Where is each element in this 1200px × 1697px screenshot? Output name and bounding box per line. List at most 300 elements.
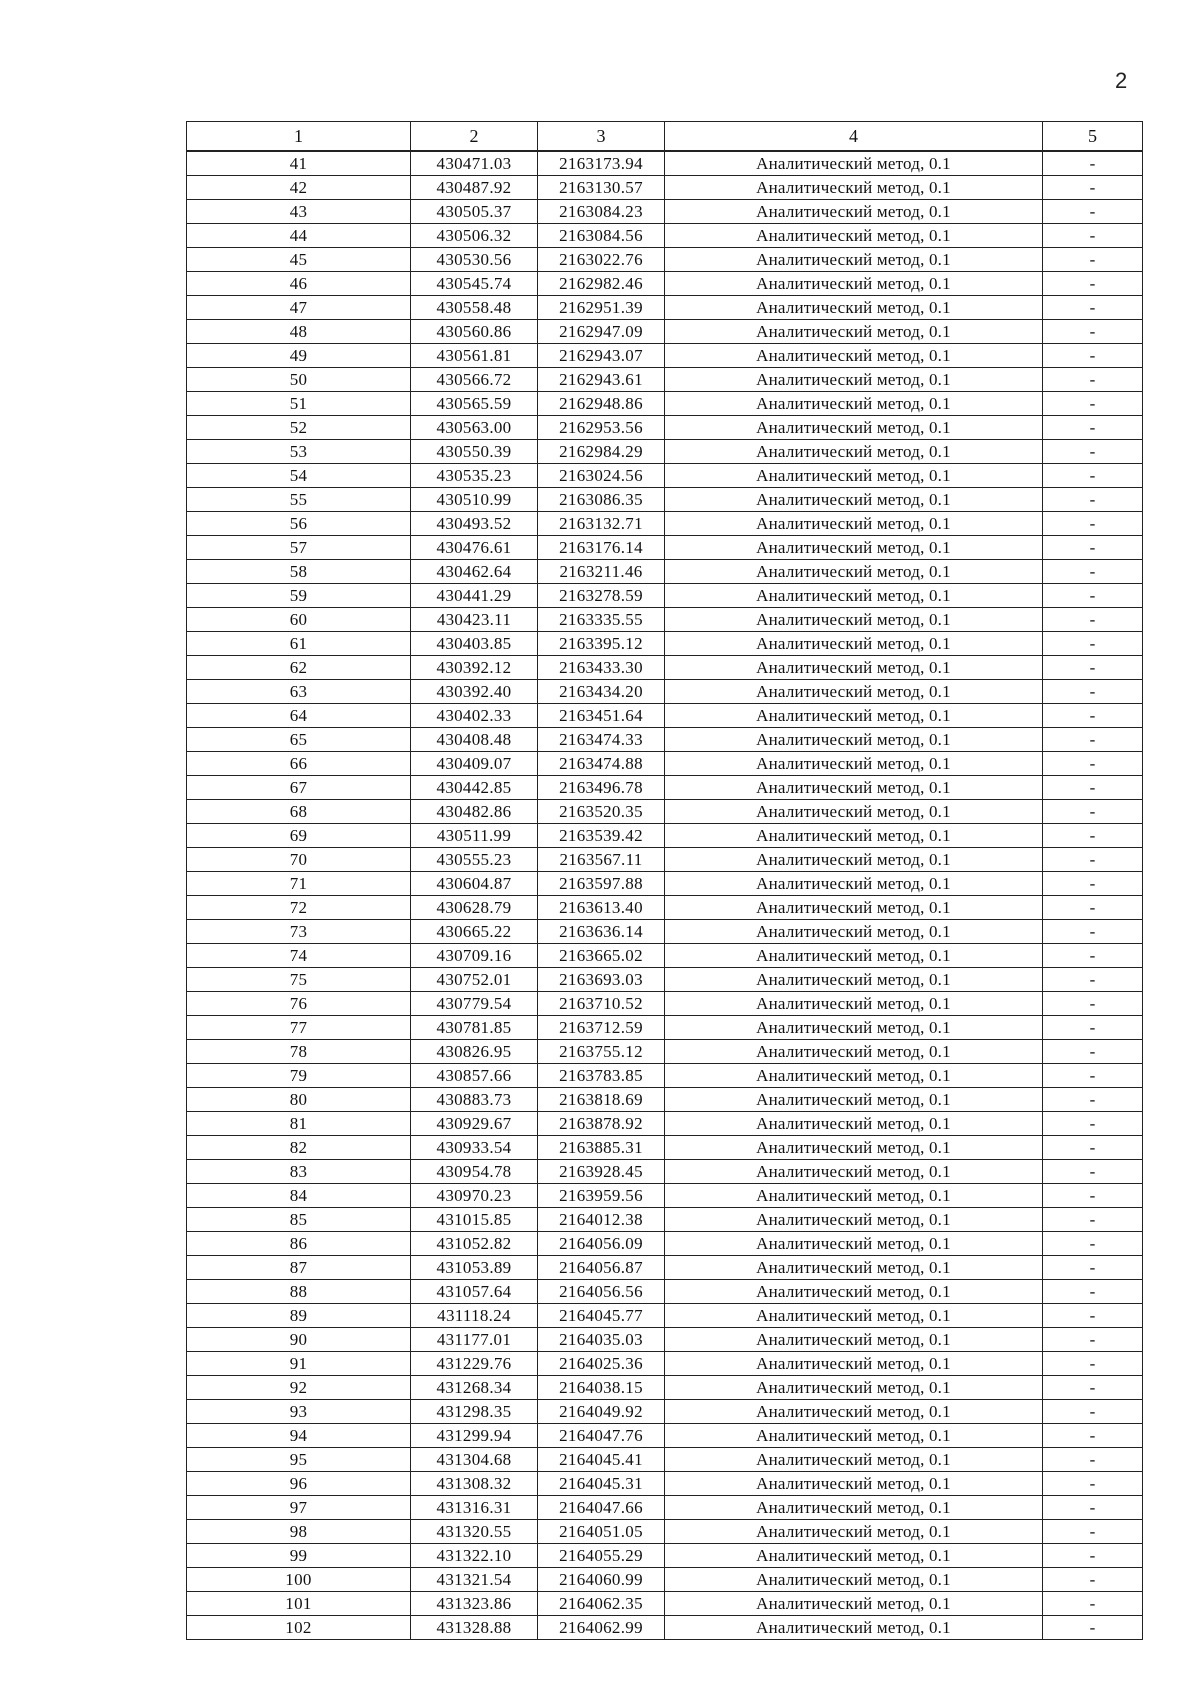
y-coordinate-cell: 2163959.56 (538, 1184, 665, 1208)
method-cell: Аналитический метод, 0.1 (665, 1040, 1043, 1064)
y-coordinate-cell: 2163665.02 (538, 944, 665, 968)
table-row (187, 704, 1143, 728)
x-coordinate-cell: 431298.35 (411, 1400, 538, 1424)
note-cell: - (1043, 1064, 1143, 1088)
note-cell: - (1043, 536, 1143, 560)
point-number-cell: 83 (187, 1160, 411, 1184)
note-cell: - (1043, 320, 1143, 344)
table-row (187, 584, 1143, 608)
point-number-cell: 102 (187, 1616, 411, 1640)
x-coordinate-cell: 431299.94 (411, 1424, 538, 1448)
y-coordinate-cell: 2163567.11 (538, 848, 665, 872)
method-cell: Аналитический метод, 0.1 (665, 1208, 1043, 1232)
y-coordinate-cell: 2163520.35 (538, 800, 665, 824)
note-cell: - (1043, 344, 1143, 368)
note-cell: - (1043, 248, 1143, 272)
method-cell: Аналитический метод, 0.1 (665, 656, 1043, 680)
note-cell: - (1043, 1400, 1143, 1424)
method-cell: Аналитический метод, 0.1 (665, 176, 1043, 200)
note-cell: - (1043, 848, 1143, 872)
y-coordinate-cell: 2164045.77 (538, 1304, 665, 1328)
note-cell: - (1043, 176, 1143, 200)
table-row (187, 320, 1143, 344)
x-coordinate-cell: 431015.85 (411, 1208, 538, 1232)
x-coordinate-cell: 430510.99 (411, 488, 538, 512)
method-cell: Аналитический метод, 0.1 (665, 728, 1043, 752)
y-coordinate-cell: 2163173.94 (538, 151, 665, 176)
note-cell: - (1043, 1016, 1143, 1040)
point-number-cell: 81 (187, 1112, 411, 1136)
x-coordinate-cell: 430560.86 (411, 320, 538, 344)
y-coordinate-cell: 2163712.59 (538, 1016, 665, 1040)
point-number-cell: 69 (187, 824, 411, 848)
table-row (187, 632, 1143, 656)
table-row (187, 416, 1143, 440)
point-number-cell: 100 (187, 1568, 411, 1592)
note-cell: - (1043, 464, 1143, 488)
table-row (187, 944, 1143, 968)
point-number-cell: 53 (187, 440, 411, 464)
method-cell: Аналитический метод, 0.1 (665, 1448, 1043, 1472)
point-number-cell: 82 (187, 1136, 411, 1160)
point-number-cell: 92 (187, 1376, 411, 1400)
table-row (187, 151, 1143, 176)
y-coordinate-cell: 2164055.29 (538, 1544, 665, 1568)
y-coordinate-cell: 2163451.64 (538, 704, 665, 728)
table-row (187, 344, 1143, 368)
page-number: 2 (1115, 68, 1128, 93)
method-cell: Аналитический метод, 0.1 (665, 1064, 1043, 1088)
y-coordinate-cell: 2163024.56 (538, 464, 665, 488)
point-number-cell: 89 (187, 1304, 411, 1328)
x-coordinate-cell: 430462.64 (411, 560, 538, 584)
x-coordinate-cell: 431053.89 (411, 1256, 538, 1280)
point-number-cell: 47 (187, 296, 411, 320)
method-cell: Аналитический метод, 0.1 (665, 488, 1043, 512)
y-coordinate-cell: 2163022.76 (538, 248, 665, 272)
point-number-cell: 97 (187, 1496, 411, 1520)
point-number-cell: 56 (187, 512, 411, 536)
y-coordinate-cell: 2163084.56 (538, 224, 665, 248)
x-coordinate-cell: 431118.24 (411, 1304, 538, 1328)
y-coordinate-cell: 2163878.92 (538, 1112, 665, 1136)
x-coordinate-cell: 430883.73 (411, 1088, 538, 1112)
note-cell: - (1043, 728, 1143, 752)
note-cell: - (1043, 1520, 1143, 1544)
note-cell: - (1043, 608, 1143, 632)
x-coordinate-cell: 430826.95 (411, 1040, 538, 1064)
column-header-1: 1 (187, 122, 411, 152)
y-coordinate-cell: 2164056.56 (538, 1280, 665, 1304)
y-coordinate-cell: 2163084.23 (538, 200, 665, 224)
point-number-cell: 63 (187, 680, 411, 704)
point-number-cell: 61 (187, 632, 411, 656)
method-cell: Аналитический метод, 0.1 (665, 1232, 1043, 1256)
method-cell: Аналитический метод, 0.1 (665, 1472, 1043, 1496)
point-number-cell: 67 (187, 776, 411, 800)
point-number-cell: 98 (187, 1520, 411, 1544)
point-number-cell: 66 (187, 752, 411, 776)
note-cell: - (1043, 1496, 1143, 1520)
note-cell: - (1043, 1328, 1143, 1352)
table-row (187, 464, 1143, 488)
note-cell: - (1043, 1112, 1143, 1136)
table-row (187, 968, 1143, 992)
x-coordinate-cell: 430857.66 (411, 1064, 538, 1088)
note-cell: - (1043, 368, 1143, 392)
method-cell: Аналитический метод, 0.1 (665, 704, 1043, 728)
table-row (187, 752, 1143, 776)
note-cell: - (1043, 1256, 1143, 1280)
note-cell: - (1043, 968, 1143, 992)
note-cell: - (1043, 1280, 1143, 1304)
point-number-cell: 44 (187, 224, 411, 248)
table-row (187, 296, 1143, 320)
note-cell: - (1043, 656, 1143, 680)
table-row (187, 392, 1143, 416)
method-cell: Аналитический метод, 0.1 (665, 992, 1043, 1016)
point-number-cell: 48 (187, 320, 411, 344)
y-coordinate-cell: 2164062.35 (538, 1592, 665, 1616)
method-cell: Аналитический метод, 0.1 (665, 1088, 1043, 1112)
x-coordinate-cell: 430530.56 (411, 248, 538, 272)
table-row (187, 1112, 1143, 1136)
method-cell: Аналитический метод, 0.1 (665, 752, 1043, 776)
note-cell: - (1043, 1616, 1143, 1640)
table-row (187, 1184, 1143, 1208)
point-number-cell: 59 (187, 584, 411, 608)
note-cell: - (1043, 992, 1143, 1016)
x-coordinate-cell: 431320.55 (411, 1520, 538, 1544)
method-cell: Аналитический метод, 0.1 (665, 1016, 1043, 1040)
method-cell: Аналитический метод, 0.1 (665, 320, 1043, 344)
table-row (187, 224, 1143, 248)
point-number-cell: 49 (187, 344, 411, 368)
y-coordinate-cell: 2163433.30 (538, 656, 665, 680)
note-cell: - (1043, 1304, 1143, 1328)
x-coordinate-cell: 431304.68 (411, 1448, 538, 1472)
method-cell: Аналитический метод, 0.1 (665, 1256, 1043, 1280)
table-header (187, 122, 1143, 152)
x-coordinate-cell: 430471.03 (411, 151, 538, 176)
note-cell: - (1043, 872, 1143, 896)
method-cell: Аналитический метод, 0.1 (665, 848, 1043, 872)
y-coordinate-cell: 2164047.76 (538, 1424, 665, 1448)
table-row (187, 200, 1143, 224)
point-number-cell: 57 (187, 536, 411, 560)
x-coordinate-cell: 430442.85 (411, 776, 538, 800)
table-row (187, 680, 1143, 704)
y-coordinate-cell: 2163176.14 (538, 536, 665, 560)
method-cell: Аналитический метод, 0.1 (665, 536, 1043, 560)
x-coordinate-cell: 431052.82 (411, 1232, 538, 1256)
y-coordinate-cell: 2162943.61 (538, 368, 665, 392)
note-cell: - (1043, 776, 1143, 800)
point-number-cell: 91 (187, 1352, 411, 1376)
y-coordinate-cell: 2164045.31 (538, 1472, 665, 1496)
point-number-cell: 42 (187, 176, 411, 200)
y-coordinate-cell: 2164062.99 (538, 1616, 665, 1640)
table-row (187, 368, 1143, 392)
method-cell: Аналитический метод, 0.1 (665, 680, 1043, 704)
note-cell: - (1043, 752, 1143, 776)
y-coordinate-cell: 2164045.41 (538, 1448, 665, 1472)
x-coordinate-cell: 431229.76 (411, 1352, 538, 1376)
point-number-cell: 93 (187, 1400, 411, 1424)
note-cell: - (1043, 151, 1143, 176)
y-coordinate-cell: 2163710.52 (538, 992, 665, 1016)
table-row (187, 1232, 1143, 1256)
y-coordinate-cell: 2163335.55 (538, 608, 665, 632)
method-cell: Аналитический метод, 0.1 (665, 224, 1043, 248)
table-row (187, 1256, 1143, 1280)
table-row (187, 272, 1143, 296)
table-row (187, 992, 1143, 1016)
note-cell: - (1043, 1136, 1143, 1160)
y-coordinate-cell: 2163434.20 (538, 680, 665, 704)
method-cell: Аналитический метод, 0.1 (665, 872, 1043, 896)
y-coordinate-cell: 2164056.87 (538, 1256, 665, 1280)
x-coordinate-cell: 430779.54 (411, 992, 538, 1016)
y-coordinate-cell: 2164038.15 (538, 1376, 665, 1400)
point-number-cell: 85 (187, 1208, 411, 1232)
y-coordinate-cell: 2163693.03 (538, 968, 665, 992)
note-cell: - (1043, 824, 1143, 848)
table-row (187, 176, 1143, 200)
method-cell: Аналитический метод, 0.1 (665, 1400, 1043, 1424)
x-coordinate-cell: 430535.23 (411, 464, 538, 488)
x-coordinate-cell: 430550.39 (411, 440, 538, 464)
x-coordinate-cell: 430392.40 (411, 680, 538, 704)
method-cell: Аналитический метод, 0.1 (665, 1544, 1043, 1568)
table-row (187, 1424, 1143, 1448)
note-cell: - (1043, 1544, 1143, 1568)
note-cell: - (1043, 800, 1143, 824)
method-cell: Аналитический метод, 0.1 (665, 512, 1043, 536)
x-coordinate-cell: 430555.23 (411, 848, 538, 872)
x-coordinate-cell: 430392.12 (411, 656, 538, 680)
y-coordinate-cell: 2163278.59 (538, 584, 665, 608)
note-cell: - (1043, 920, 1143, 944)
column-header-4: 4 (665, 122, 1043, 152)
point-number-cell: 79 (187, 1064, 411, 1088)
point-number-cell: 78 (187, 1040, 411, 1064)
y-coordinate-cell: 2164049.92 (538, 1400, 665, 1424)
table-row (187, 776, 1143, 800)
y-coordinate-cell: 2162984.29 (538, 440, 665, 464)
x-coordinate-cell: 430563.00 (411, 416, 538, 440)
note-cell: - (1043, 560, 1143, 584)
note-cell: - (1043, 632, 1143, 656)
table-row (187, 896, 1143, 920)
note-cell: - (1043, 1592, 1143, 1616)
table-row (187, 512, 1143, 536)
point-number-cell: 65 (187, 728, 411, 752)
table-row (187, 440, 1143, 464)
table-row (187, 1040, 1143, 1064)
note-cell: - (1043, 1376, 1143, 1400)
method-cell: Аналитический метод, 0.1 (665, 1352, 1043, 1376)
note-cell: - (1043, 944, 1143, 968)
point-number-cell: 46 (187, 272, 411, 296)
x-coordinate-cell: 430709.16 (411, 944, 538, 968)
note-cell: - (1043, 296, 1143, 320)
x-coordinate-cell: 430566.72 (411, 368, 538, 392)
note-cell: - (1043, 1088, 1143, 1112)
table-row (187, 1064, 1143, 1088)
point-number-cell: 99 (187, 1544, 411, 1568)
point-number-cell: 51 (187, 392, 411, 416)
point-number-cell: 41 (187, 151, 411, 176)
y-coordinate-cell: 2162951.39 (538, 296, 665, 320)
x-coordinate-cell: 430505.37 (411, 200, 538, 224)
method-cell: Аналитический метод, 0.1 (665, 1280, 1043, 1304)
note-cell: - (1043, 1040, 1143, 1064)
column-header-3: 3 (538, 122, 665, 152)
y-coordinate-cell: 2163597.88 (538, 872, 665, 896)
y-coordinate-cell: 2162947.09 (538, 320, 665, 344)
method-cell: Аналитический метод, 0.1 (665, 968, 1043, 992)
x-coordinate-cell: 430482.86 (411, 800, 538, 824)
note-cell: - (1043, 704, 1143, 728)
point-number-cell: 64 (187, 704, 411, 728)
x-coordinate-cell: 430441.29 (411, 584, 538, 608)
note-cell: - (1043, 1472, 1143, 1496)
note-cell: - (1043, 392, 1143, 416)
column-header-2: 2 (411, 122, 538, 152)
method-cell: Аналитический метод, 0.1 (665, 464, 1043, 488)
x-coordinate-cell: 431323.86 (411, 1592, 538, 1616)
y-coordinate-cell: 2163130.57 (538, 176, 665, 200)
method-cell: Аналитический метод, 0.1 (665, 392, 1043, 416)
x-coordinate-cell: 430933.54 (411, 1136, 538, 1160)
point-number-cell: 88 (187, 1280, 411, 1304)
note-cell: - (1043, 1448, 1143, 1472)
x-coordinate-cell: 430487.92 (411, 176, 538, 200)
method-cell: Аналитический метод, 0.1 (665, 632, 1043, 656)
y-coordinate-cell: 2163539.42 (538, 824, 665, 848)
table-row (187, 1472, 1143, 1496)
method-cell: Аналитический метод, 0.1 (665, 560, 1043, 584)
table-row (187, 536, 1143, 560)
point-number-cell: 52 (187, 416, 411, 440)
y-coordinate-cell: 2163496.78 (538, 776, 665, 800)
table-row (187, 728, 1143, 752)
method-cell: Аналитический метод, 0.1 (665, 776, 1043, 800)
method-cell: Аналитический метод, 0.1 (665, 824, 1043, 848)
x-coordinate-cell: 431321.54 (411, 1568, 538, 1592)
point-number-cell: 72 (187, 896, 411, 920)
point-number-cell: 70 (187, 848, 411, 872)
header-row (187, 122, 1143, 152)
x-coordinate-cell: 430506.32 (411, 224, 538, 248)
method-cell: Аналитический метод, 0.1 (665, 1496, 1043, 1520)
method-cell: Аналитический метод, 0.1 (665, 1160, 1043, 1184)
y-coordinate-cell: 2162982.46 (538, 272, 665, 296)
point-number-cell: 80 (187, 1088, 411, 1112)
table-row (187, 608, 1143, 632)
method-cell: Аналитический метод, 0.1 (665, 368, 1043, 392)
point-number-cell: 68 (187, 800, 411, 824)
x-coordinate-cell: 430565.59 (411, 392, 538, 416)
method-cell: Аналитический метод, 0.1 (665, 272, 1043, 296)
point-number-cell: 71 (187, 872, 411, 896)
method-cell: Аналитический метод, 0.1 (665, 920, 1043, 944)
table-row (187, 1280, 1143, 1304)
note-cell: - (1043, 416, 1143, 440)
point-number-cell: 45 (187, 248, 411, 272)
x-coordinate-cell: 430476.61 (411, 536, 538, 560)
y-coordinate-cell: 2163818.69 (538, 1088, 665, 1112)
y-coordinate-cell: 2163132.71 (538, 512, 665, 536)
table-row (187, 656, 1143, 680)
point-number-cell: 76 (187, 992, 411, 1016)
note-cell: - (1043, 584, 1143, 608)
note-cell: - (1043, 896, 1143, 920)
column-header-5: 5 (1043, 122, 1143, 152)
note-cell: - (1043, 200, 1143, 224)
method-cell: Аналитический метод, 0.1 (665, 416, 1043, 440)
y-coordinate-cell: 2162943.07 (538, 344, 665, 368)
point-number-cell: 94 (187, 1424, 411, 1448)
x-coordinate-cell: 430561.81 (411, 344, 538, 368)
note-cell: - (1043, 224, 1143, 248)
point-number-cell: 95 (187, 1448, 411, 1472)
method-cell: Аналитический метод, 0.1 (665, 608, 1043, 632)
method-cell: Аналитический метод, 0.1 (665, 1112, 1043, 1136)
method-cell: Аналитический метод, 0.1 (665, 248, 1043, 272)
x-coordinate-cell: 431268.34 (411, 1376, 538, 1400)
y-coordinate-cell: 2164051.05 (538, 1520, 665, 1544)
table-row (187, 1328, 1143, 1352)
y-coordinate-cell: 2164047.66 (538, 1496, 665, 1520)
y-coordinate-cell: 2163755.12 (538, 1040, 665, 1064)
table-row (187, 824, 1143, 848)
table-row (187, 1016, 1143, 1040)
point-number-cell: 84 (187, 1184, 411, 1208)
method-cell: Аналитический метод, 0.1 (665, 1304, 1043, 1328)
point-number-cell: 86 (187, 1232, 411, 1256)
table-row (187, 1400, 1143, 1424)
y-coordinate-cell: 2163086.35 (538, 488, 665, 512)
method-cell: Аналитический метод, 0.1 (665, 800, 1043, 824)
point-number-cell: 62 (187, 656, 411, 680)
table-row (187, 1352, 1143, 1376)
y-coordinate-cell: 2163885.31 (538, 1136, 665, 1160)
method-cell: Аналитический метод, 0.1 (665, 1616, 1043, 1640)
y-coordinate-cell: 2163613.40 (538, 896, 665, 920)
point-number-cell: 101 (187, 1592, 411, 1616)
table-row (187, 1544, 1143, 1568)
x-coordinate-cell: 430604.87 (411, 872, 538, 896)
method-cell: Аналитический метод, 0.1 (665, 1424, 1043, 1448)
method-cell: Аналитический метод, 0.1 (665, 200, 1043, 224)
method-cell: Аналитический метод, 0.1 (665, 1184, 1043, 1208)
table-row (187, 920, 1143, 944)
x-coordinate-cell: 431057.64 (411, 1280, 538, 1304)
y-coordinate-cell: 2164025.36 (538, 1352, 665, 1376)
y-coordinate-cell: 2162948.86 (538, 392, 665, 416)
table-row (187, 1592, 1143, 1616)
method-cell: Аналитический метод, 0.1 (665, 344, 1043, 368)
x-coordinate-cell: 431322.10 (411, 1544, 538, 1568)
table-row (187, 1496, 1143, 1520)
x-coordinate-cell: 430954.78 (411, 1160, 538, 1184)
point-number-cell: 50 (187, 368, 411, 392)
table-row (187, 1448, 1143, 1472)
y-coordinate-cell: 2163474.88 (538, 752, 665, 776)
note-cell: - (1043, 272, 1143, 296)
